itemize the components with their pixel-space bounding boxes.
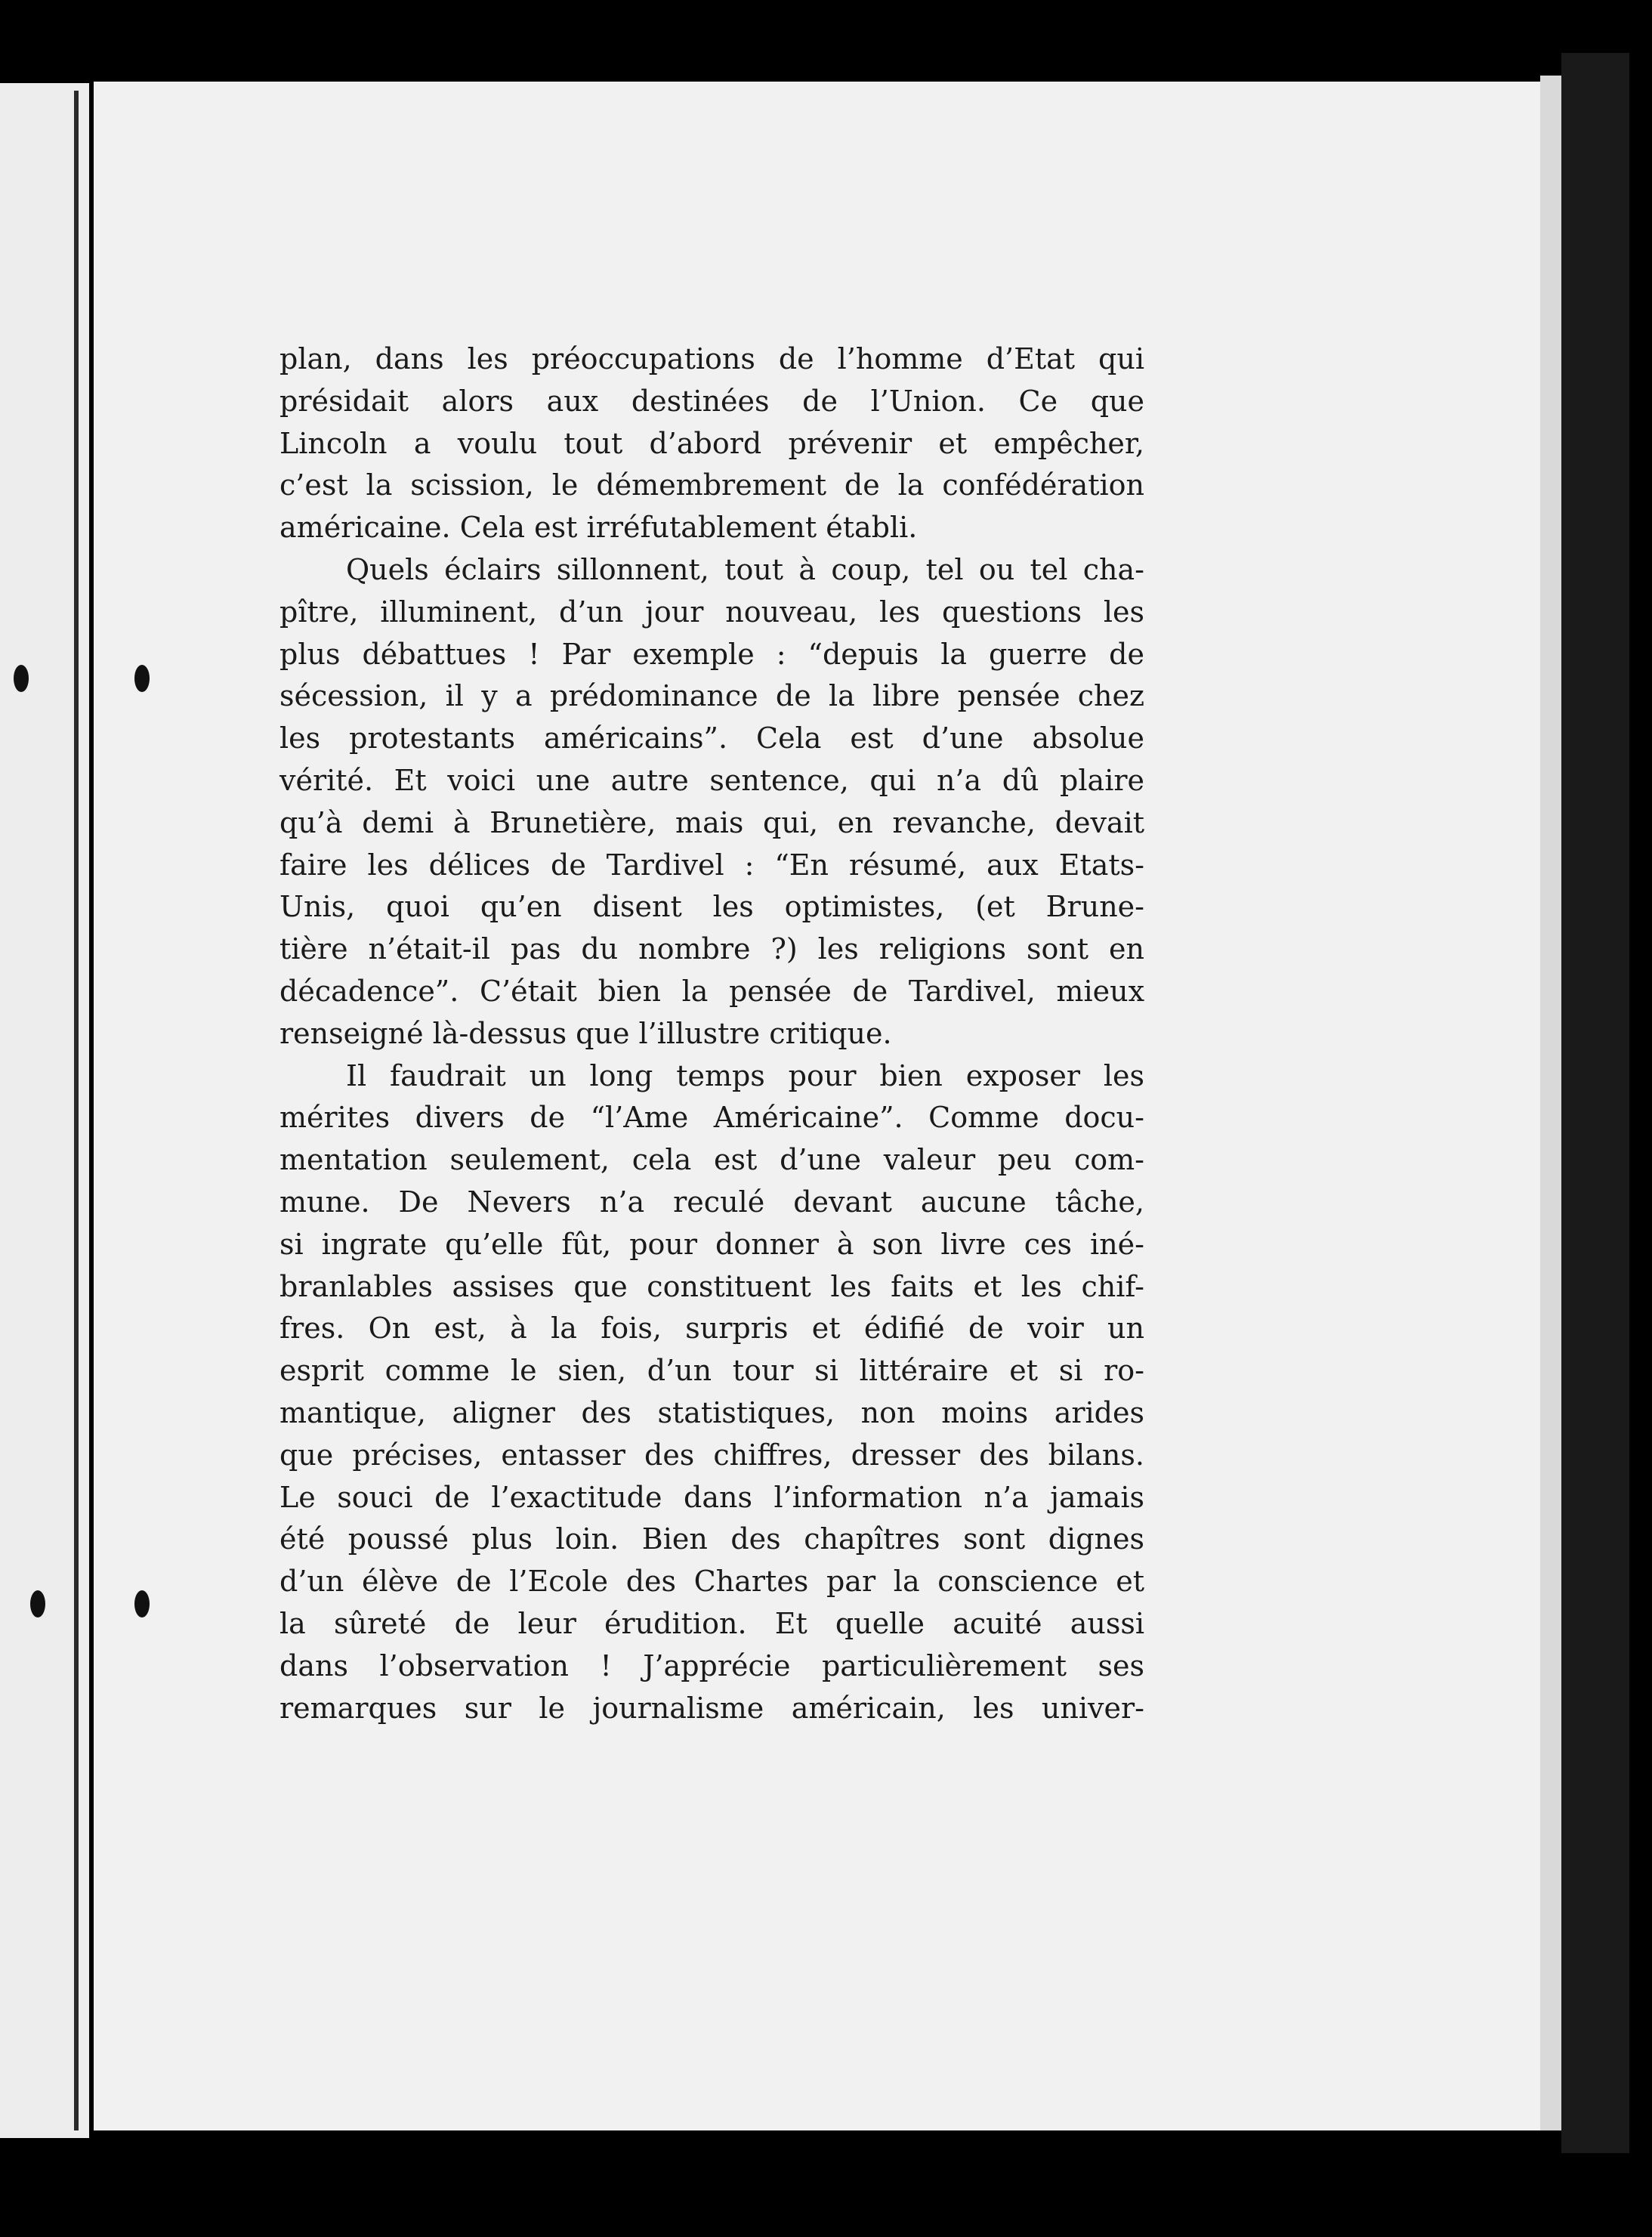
line-text: d’un élève de l’Ecole des Chartes par la conscience et [279,1565,1144,1599]
line-text: Lincoln a voulu tout d’abord prévenir et empêcher, [279,426,1144,460]
line-text: plus débattues ! Par exemple : “depuis la guerre de [279,637,1144,671]
text-line [279,1055,1144,1098]
line-text: que précises, entasser des chiffres, dresser des bilans. [279,1438,1144,1472]
line-text: c’est la scission, le démembrement de la confédération [279,468,1144,502]
text-line [279,634,1144,676]
text-line [279,1603,1144,1645]
line-text: américaine. Cela est irréfutablement établi. [279,511,918,545]
line-text: fres. On est, à la fois, surpris et édifié de voir un [279,1312,1144,1346]
text-line [279,507,1144,549]
binding-edge [74,91,79,2130]
text-line [279,423,1144,465]
line-text: vérité. Et voici une autre sentence, qui n’a dû plaire [279,763,1144,797]
text-line [279,1392,1144,1435]
text-line [279,549,1144,592]
text-line [279,718,1144,760]
text-line [279,465,1144,507]
punch-hole-left-2 [30,1590,45,1617]
text-line [279,381,1144,423]
line-text: décadence”. C’était bien la pensée de Tardivel, mieux [279,974,1144,1008]
line-text: mentation seulement, cela est d’une valeur peu com- [279,1143,1144,1177]
line-text: remarques sur le journalisme américain, les univer- [279,1691,1144,1725]
line-text: sécession, il y a prédominance de la libre pensée chez [279,679,1144,713]
text-line [279,845,1144,887]
line-text: mantique, aligner des statistiques, non moins arides [279,1395,1144,1429]
right-book-edge [1561,53,1629,2153]
line-text: les protestants américains”. Cela est d’une absolue [279,721,1144,755]
text-line [279,1519,1144,1561]
line-text: mérites divers de “l’Ame Américaine”. Comme docu- [279,1101,1144,1135]
text-line [279,592,1144,634]
line-text: plan, dans les préoccupations de l’homme d’Etat qui [279,342,1144,375]
punch-hole-left-1 [14,665,29,692]
line-text: tière n’était-il pas du nombre ?) les religions sont en [279,932,1144,966]
line-text: présidait alors aux destinées de l’Union. Ce que [279,384,1144,418]
punch-hole-right-1 [134,665,150,692]
text-line [279,1139,1144,1182]
text-line [279,1561,1144,1603]
text-line [279,1266,1144,1309]
text-line [279,1224,1144,1266]
line-text: qu’à demi à Brunetière, mais qui, en revanche, devait [279,805,1144,839]
line-text: dans l’observation ! J’apprécie particulièrement ses [279,1648,1144,1682]
punch-hole-right-2 [134,1590,150,1617]
line-text: été poussé plus loin. Bien des chapîtres sont dignes [279,1522,1144,1556]
text-line [279,802,1144,845]
text-line [279,1645,1144,1688]
text-line [279,760,1144,802]
text-line [279,928,1144,971]
page-edge-shadow [1540,76,1561,2130]
line-text: branlables assises que constituent les faits et les chif- [279,1269,1144,1303]
text-line [279,1688,1144,1730]
text-line [279,971,1144,1013]
text-line [279,1350,1144,1392]
line-text: pître, illuminent, d’un jour nouveau, les questions les [279,595,1144,629]
text-line [279,1477,1144,1519]
text-line [279,1435,1144,1477]
line-text: la sûreté de leur érudition. Et quelle acuité aussi [279,1606,1144,1640]
line-text: Il faudrait un long temps pour bien exposer les [346,1058,1144,1092]
body-text [279,338,1144,1729]
line-text: faire les délices de Tardivel : “En résumé, aux Etats- [279,848,1144,882]
text-line [279,886,1144,928]
text-line [279,1182,1144,1224]
line-text: esprit comme le sien, d’un tour si littéraire et si ro- [279,1354,1144,1388]
text-line [279,1013,1144,1055]
text-line [279,1308,1144,1350]
line-text: Unis, quoi qu’en disent les optimistes, (et Brune- [279,890,1144,924]
line-text: Quels éclairs sillonnent, tout à coup, tel ou tel cha- [346,552,1144,586]
text-line [279,338,1144,381]
text-line [279,675,1144,718]
line-text: mune. De Nevers n’a reculé devant aucune tâche, [279,1185,1144,1219]
line-text: renseigné là-dessus que l’illustre critique. [279,1016,892,1050]
line-text: Le souci de l’exactitude dans l’information n’a jamais [279,1480,1144,1514]
text-line [279,1097,1144,1139]
line-text: si ingrate qu’elle fût, pour donner à son livre ces iné- [279,1227,1144,1261]
